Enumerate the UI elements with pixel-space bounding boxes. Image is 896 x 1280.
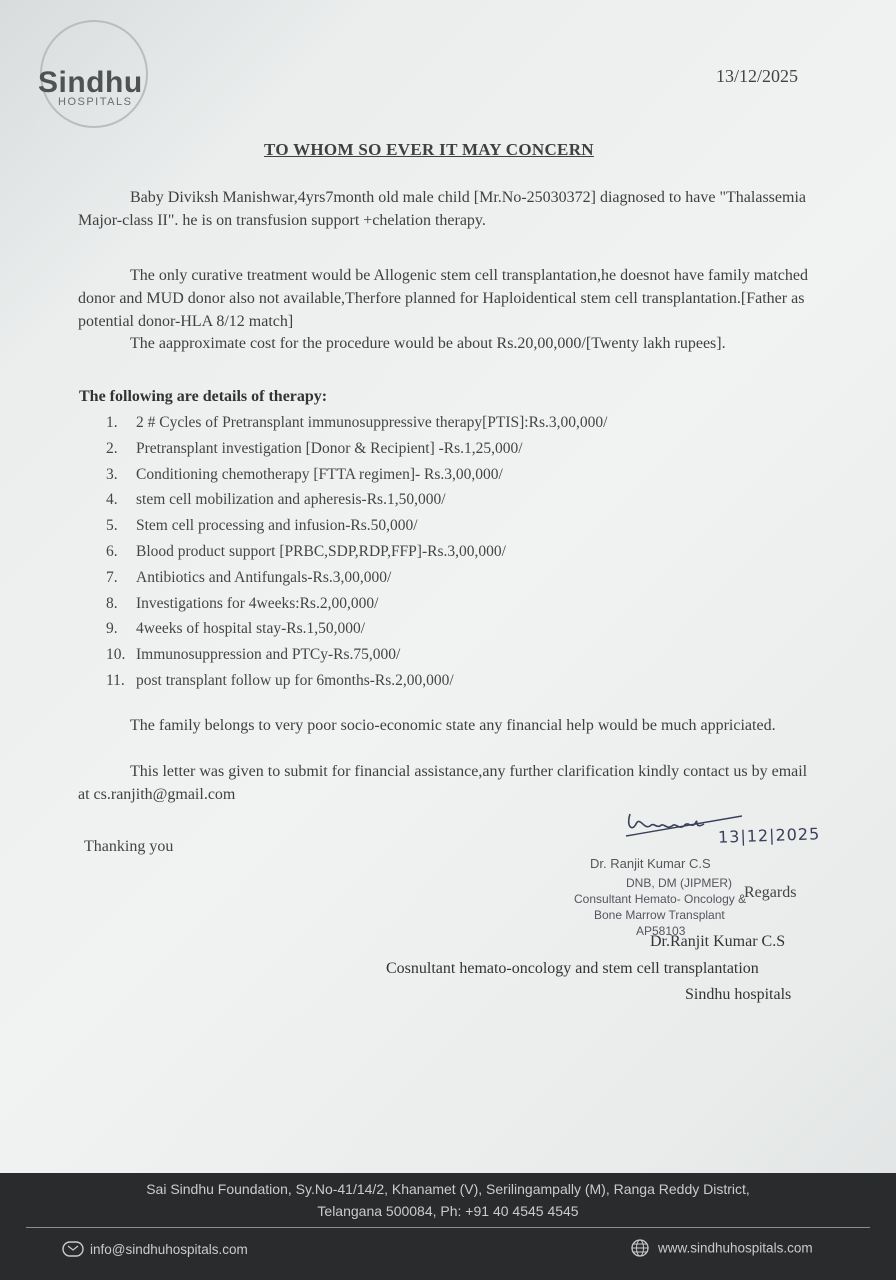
footer-divider [26, 1227, 870, 1228]
paragraph-diagnosis: Baby Diviksh Manishwar,4yrs7month old male child [Mr.No-25030372] diagnosed to have "Thalassemia Major-class II". he is on transfusion support +chelation therapy. [78, 189, 806, 229]
list-item: 5. Stem cell processing and infusion-Rs.50,000/ [106, 517, 418, 535]
hospital-logo [18, 20, 152, 136]
list-item: 6. Blood product support [PRBC,SDP,RDP,FFP]-Rs.3,00,000/ [106, 542, 506, 560]
stamp-registration: AP58103 [636, 924, 686, 938]
footer-address-line1: Sai Sindhu Foundation, Sy.No-41/14/2, Khanamet (V), Serilingampally (M), Ranga Reddy District, [146, 1181, 750, 1197]
list-item: 3. Conditioning chemotherapy [FTTA regimen]- Rs.3,00,000/ [106, 465, 503, 483]
globe-icon [628, 1239, 652, 1257]
list-item: 2. Pretransplant investigation [Donor & Recipient] -Rs.1,25,000/ [106, 439, 523, 457]
list-item: 7. Antibiotics and Antifungals-Rs.3,00,000/ [106, 568, 392, 586]
hospital-name: Sindhu hospitals [685, 986, 792, 1003]
paragraph-financial-state: The family belongs to very poor socio-economic state any financial help would be much appriciated. [130, 717, 776, 734]
therapy-list [106, 410, 826, 694]
list-item: 8. Investigations for 4weeks:Rs.2,00,000/ [106, 594, 379, 612]
therapy-details-title: The following are details of therapy: [79, 388, 328, 405]
stamp-role: Consultant Hemato- Oncology & [574, 892, 747, 906]
letter-heading: TO WHOM SO EVER IT MAY CONCERN [264, 140, 594, 159]
handwritten-date: 13|12|2025 [717, 824, 821, 847]
footer-address-line2: Telangana 500084, Ph: +91 40 4545 4545 [317, 1203, 579, 1219]
footer-website-text: www.sindhuhospitals.com [658, 1240, 813, 1256]
stamp-doctor-name: Dr. Ranjit Kumar C.S [590, 856, 711, 871]
footer-email-text: info@sindhuhospitals.com [90, 1241, 248, 1257]
paragraph-contact: This letter was given to submit for financial assistance,any further clarification kindly contact us by email at cs.ranjith@gmail.com [78, 763, 808, 803]
letter-footer [0, 1173, 896, 1280]
footer-email [62, 1241, 248, 1257]
envelope-icon [62, 1241, 84, 1257]
footer-website [628, 1239, 813, 1257]
stamp-department: Bone Marrow Transplant [594, 908, 725, 922]
thanking-text: Thanking you [84, 838, 174, 855]
logo-subtitle: HOSPITALS [58, 96, 133, 108]
logo-wordmark: Sindhu [38, 66, 143, 99]
list-item: 4. stem cell mobilization and apheresis-Rs.1,50,000/ [106, 491, 446, 509]
paragraph-treatment: The only curative treatment would be Allogenic stem cell transplantation,he doesnot have family matched donor and MUD donor also not available,Therfore planned for Haploidentical stem cell transplantation.[Father as potential donor-HLA 8/12 match] [78, 267, 809, 330]
stamp-degrees: DNB, DM (JIPMER) [626, 876, 732, 890]
list-item: 1. 2 # Cycles of Pretransplant immunosuppressive therapy[PTIS]:Rs.3,00,000/ [106, 414, 608, 431]
list-item: 9. 4weeks of hospital stay-Rs.1,50,000/ [106, 620, 366, 638]
list-item: 11. post transplant follow up for 6months-Rs.2,00,000/ [106, 671, 454, 689]
list-item: 10. Immunosuppression and PTCy-Rs.75,000/ [106, 646, 401, 664]
letter-date: 13/12/2025 [716, 66, 799, 86]
doctor-name: Dr.Ranjit Kumar C.S [650, 933, 786, 950]
regards-text: Regards [744, 884, 797, 901]
doctor-role: Cosnultant hemato-oncology and stem cell transplantation [386, 960, 759, 977]
paragraph-cost: The aapproximate cost for the procedure would be about Rs.20,00,000/[Twenty lakh rupees]. [130, 335, 726, 352]
